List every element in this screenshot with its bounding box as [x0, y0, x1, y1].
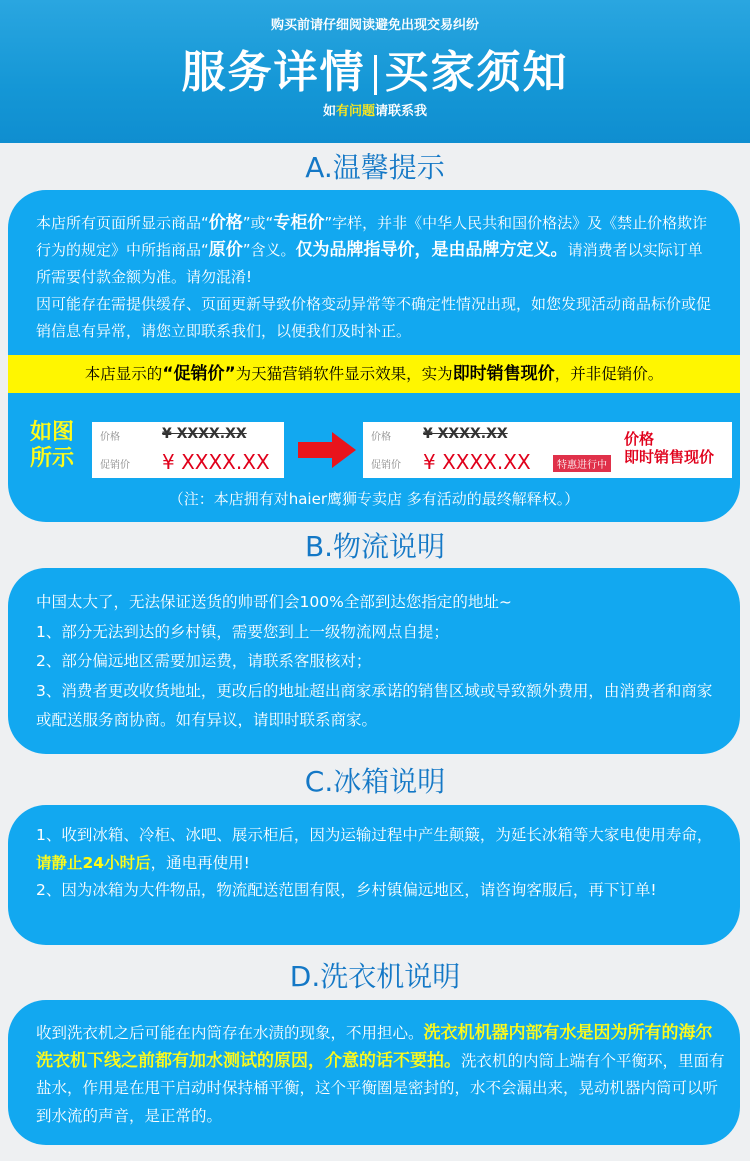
section-b-line: 1、部分无法到达的乡村镇，需要您到上一级物流网点自提； — [36, 622, 449, 641]
section-a-text — [36, 210, 716, 345]
section-a-title: A.温馨提示 — [305, 151, 445, 184]
section-c-line1: 1、收到冰箱、冷柜、冰吧、展示柜后，因为运输过程中产生颠簸，为延长冰箱等大家电使用寿命，请静止24小时后，通电再使用! — [36, 826, 713, 872]
promo-price: ¥ XXXX.XX — [423, 450, 531, 474]
section-d-card — [8, 1000, 740, 1145]
example-label: 如图所示 — [30, 420, 75, 471]
old-price: ¥ XXXX.XX — [423, 426, 508, 442]
section-c-text — [36, 822, 726, 905]
section-b-line: 3、消费者更改收货地址，更改后的地址超出商家承诺的销售区域或导致额外费用，由消费者和商家或配送服务商协商。如有异议，请即时联系商家。 — [36, 681, 713, 729]
section-b-line: 中国太大了，无法保证送货的帅哥们会100%全部到达您指定的地址~ — [36, 593, 512, 611]
section-a-para1: 本店所有页面所显示商品“价格”或“专柜价”字样，并非《中华人民共和国价格法》及《禁止价格欺诈行为的规定》中所指商品“原价”含义。仅为品牌指导价，是由品牌方定义。请消费者以实际订单所需要付款金额为准。请勿混淆! — [36, 213, 708, 286]
contact-note — [0, 100, 750, 119]
price-label: 价格 — [371, 432, 391, 443]
section-c-title: C.冰箱说明 — [304, 765, 446, 798]
contact-pre: 如 — [322, 104, 336, 119]
promo-price-bar: 本店显示的“促销价”为天猫营销软件显示效果，实为即时销售现价，并非促销价。 — [8, 355, 740, 393]
promo-label: 促销价 — [100, 460, 130, 471]
page-title — [0, 36, 750, 100]
section-c-card — [8, 805, 740, 945]
section-b-text — [36, 588, 726, 736]
section-a-note: （注：本店拥有对haier鹰狮专卖店 多有活动的最终解释权。） — [168, 490, 580, 508]
old-price: ¥ XXXX.XX — [162, 426, 247, 442]
contact-highlight: 有问题 — [335, 104, 375, 119]
section-a-card — [8, 190, 740, 522]
section-c-line2: 2、因为冰箱为大件物品，物流配送范围有限，乡村镇偏远地区，请咨询客服后，再下订单! — [36, 881, 657, 899]
section-b-card — [8, 568, 740, 754]
section-a-para2: 因可能存在需提供缓存、页面更新导致价格变动异常等不确定性情况出现，如您发现活动商品标价或促销信息有异常，请您立即联系我们，以便我们及时补正。 — [36, 295, 712, 340]
red-arrow-icon — [298, 430, 358, 470]
section-b-title: B.物流说明 — [304, 530, 446, 563]
title-left: 服务详情 — [181, 47, 366, 98]
price-label: 价格 — [100, 432, 120, 443]
callout-line1: 价格 — [624, 430, 655, 448]
title-right: 买家须知 — [384, 47, 569, 98]
price-example-after — [363, 422, 616, 478]
price-example-before — [92, 422, 284, 478]
promo-tag: 特惠进行中 — [553, 455, 611, 472]
title-separator — [374, 55, 377, 95]
contact-post: 请联系我 — [375, 104, 428, 119]
section-d-para: 收到洗衣机之后可能在内筒存在水渍的现象，不用担心。洗衣机机器内部有水是因为所有的海尔洗衣机下线之前都有加水测试的原因，介意的话不要拍。洗衣机的内筒上端有个平衡环，里面有盐水，作用是在甩干启动时保持桶平衡，这个平衡圈是密封的，水不会漏出来，晃动机器内筒可以听到水流的声音，是正常的。 — [36, 1023, 725, 1125]
header-banner — [0, 0, 750, 143]
current-price-callout — [614, 422, 732, 478]
top-note: 购买前请仔细阅读避免出现交易纠纷 — [270, 18, 479, 33]
section-d-text — [36, 1020, 726, 1130]
callout-line2: 即时销售现价 — [624, 448, 715, 466]
promo-label: 促销价 — [371, 460, 401, 471]
promo-price: ¥ XXXX.XX — [162, 450, 270, 474]
section-d-title: D.洗衣机说明 — [289, 960, 461, 993]
section-b-line: 2、部分偏远地区需要加运费，请联系客服核对； — [36, 652, 372, 670]
